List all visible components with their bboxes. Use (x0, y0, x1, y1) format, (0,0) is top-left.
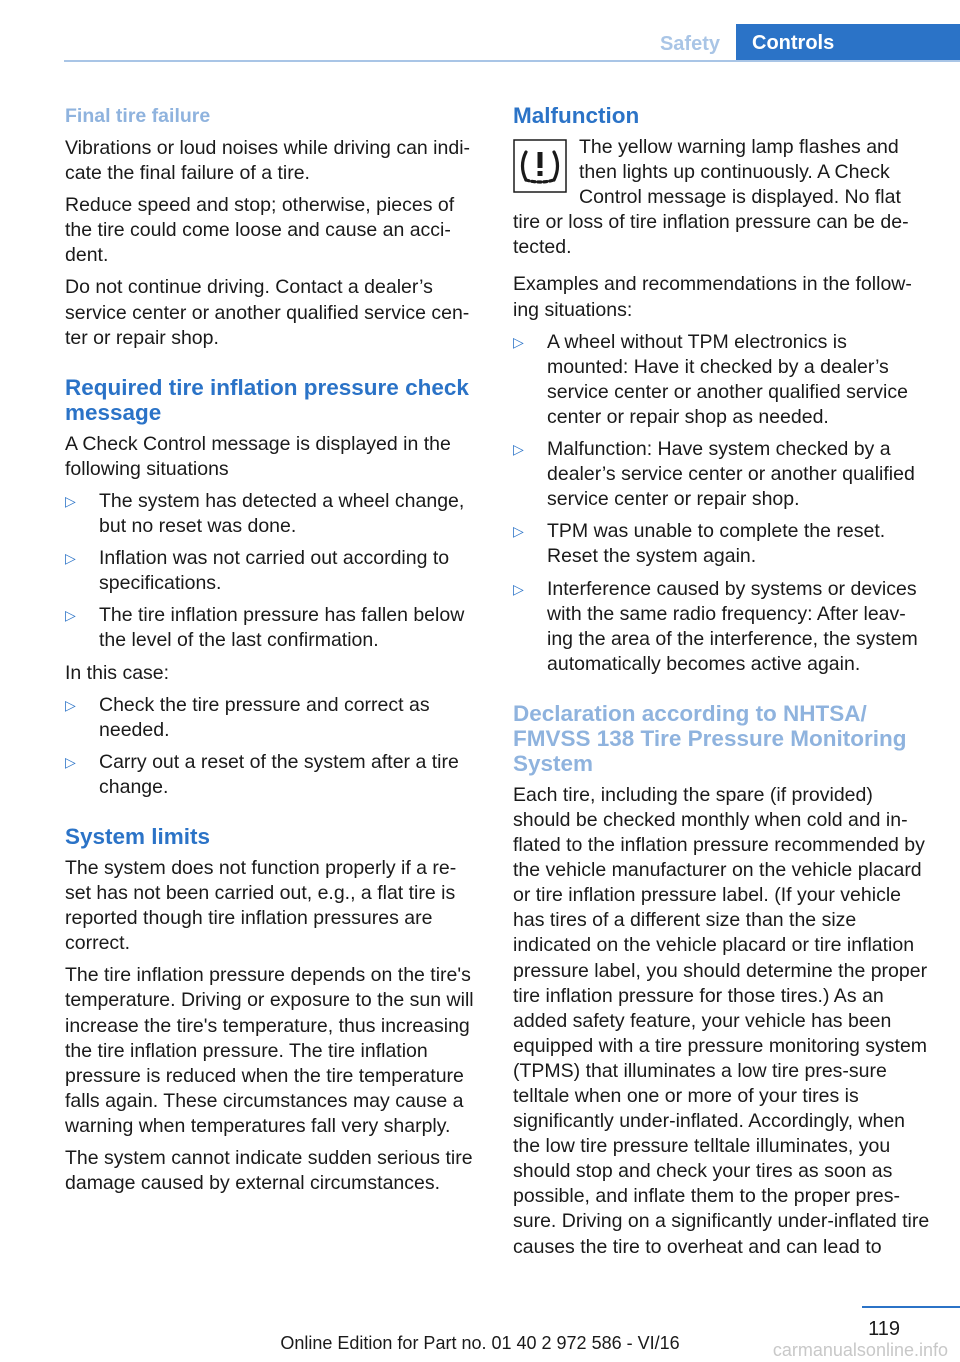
footer-rule (862, 1306, 960, 1308)
left-column (65, 103, 480, 1203)
paragraph: The system cannot indicate sudden serious tire damage caused by external circumstances. (65, 1147, 473, 1195)
situation-list (65, 489, 480, 654)
paragraph: Each tire, including the spare (if provided) should be checked monthly when cold and in‐flated to the inflation pressure recommended by the vehicle manufacturer on the vehicle placard or tire inflation pressure label. (If your vehicle has tires of a different size than the size indicated on the vehicle placard or tire inflation pressure label, you should determine the proper tire inflation pressure for those tires.) As an added safety feature, your vehicle has been equipped with a tire pressure monitoring system (TPMS) that illuminates a low tire pres‐sure telltale when one or more of your tires is significantly under-inflated. Accordingly, when the low tire pressure telltale illuminates, you should stop and check your tires as soon as possible, and inflate them to the proper pres‐sure. Driving on a significantly under-inflated tire causes the tire to overheat and can lead to (513, 783, 930, 1258)
warning-text: The yellow warning lamp flashes and then lights up continuously. A Check Control message is displayed. No flat tire or loss of tire inflation pressure can be de‐tected. (513, 136, 909, 259)
section-tab[interactable]: Safety (659, 33, 720, 55)
watermark: carmanualsonline.info (772, 1340, 948, 1360)
bullet-icon: ▷ (513, 523, 524, 540)
paragraph: A Check Control message is displayed in the following situations (65, 432, 451, 480)
case-list (65, 693, 480, 800)
list-item: ▷ Check the tire pressure and correct as needed. (65, 693, 430, 741)
bullet-icon: ▷ (513, 333, 524, 350)
page-number: 119 (868, 1318, 900, 1340)
required-check-heading: Required tire inflation pressure check message (65, 374, 469, 425)
list-item: ▷ Interference caused by systems or devices with the same radio frequency: After leav‐ing the area of the interference, the system automatically becomes active again. (513, 577, 918, 675)
paragraph: Reduce speed and stop; otherwise, pieces of the tire could come loose and cause an acci‐dent. (65, 194, 455, 267)
edition-footer: Online Edition for Part no. 01 40 2 972 586 - VI/16 (280, 1333, 680, 1353)
malfunction-heading: Malfunction (513, 103, 640, 128)
list-item: ▷ Inflation was not carried out according to specifications. (65, 547, 450, 595)
list-item: ▷ A wheel without TPM electronics is mounted: Have it checked by a dealer’s service center or another qualified service center or repair shop as needed. (513, 330, 908, 428)
system-limits-heading: System limits (65, 823, 211, 849)
paragraph: The tire inflation pressure depends on the tire's temperature. Driving or exposure to the sun will increase the tire's temperature, thus increasing the tire inflation pressure. The tire inflation pressure is reduced when the tire temperature falls again. These circumstances may cause a warning when temperatures fall very sharply. (65, 964, 474, 1137)
paragraph: Examples and recommendations in the follow‐ing situations: (513, 273, 912, 321)
list-item: ▷ The system has detected a wheel change, but no reset was done. (65, 489, 465, 538)
bullet-icon: ▷ (513, 441, 524, 458)
list-item: ▷ Carry out a reset of the system after a tire change. (65, 750, 459, 798)
page-header (0, 0, 960, 62)
header-rule (64, 60, 960, 62)
list-item: ▷ The tire inflation pressure has fallen below the level of the last confirmation. (65, 604, 465, 652)
bullet-icon: ▷ (65, 492, 76, 509)
malfunction-list (513, 330, 931, 677)
tire-pressure-warning-icon (513, 139, 567, 193)
bullet-icon: ▷ (65, 753, 76, 770)
list-item: ▷ Malfunction: Have system checked by a dealer’s service center or another qualified service center or repair shop. (513, 438, 915, 511)
declaration-heading: Declaration according to NHTSA/ FMVSS 138 Tire Pressure Monitoring System (513, 700, 907, 776)
chapter-tab[interactable]: Controls (736, 24, 960, 62)
bullet-icon: ▷ (65, 550, 76, 567)
paragraph: Do not continue driving. Contact a dealer’s service center or another qualified service cen‐ter or repair shop. (65, 276, 470, 349)
list-item: ▷ TPM was unable to complete the reset. Reset the system again. (513, 520, 886, 568)
bullet-icon: ▷ (513, 580, 524, 597)
warning-block (513, 135, 931, 260)
final-failure-heading: Final tire failure (65, 105, 211, 127)
paragraph: Vibrations or loud noises while driving can indi‐cate the final failure of a tire. (65, 137, 471, 185)
paragraph: The system does not function properly if a re‐set has not been carried out, e.g., a flat tire is reported though tire inflation pressures are correct. (65, 856, 457, 955)
right-column (513, 103, 931, 1267)
bullet-icon: ▷ (65, 607, 76, 624)
paragraph: In this case: (65, 661, 170, 684)
bullet-icon: ▷ (65, 696, 76, 713)
